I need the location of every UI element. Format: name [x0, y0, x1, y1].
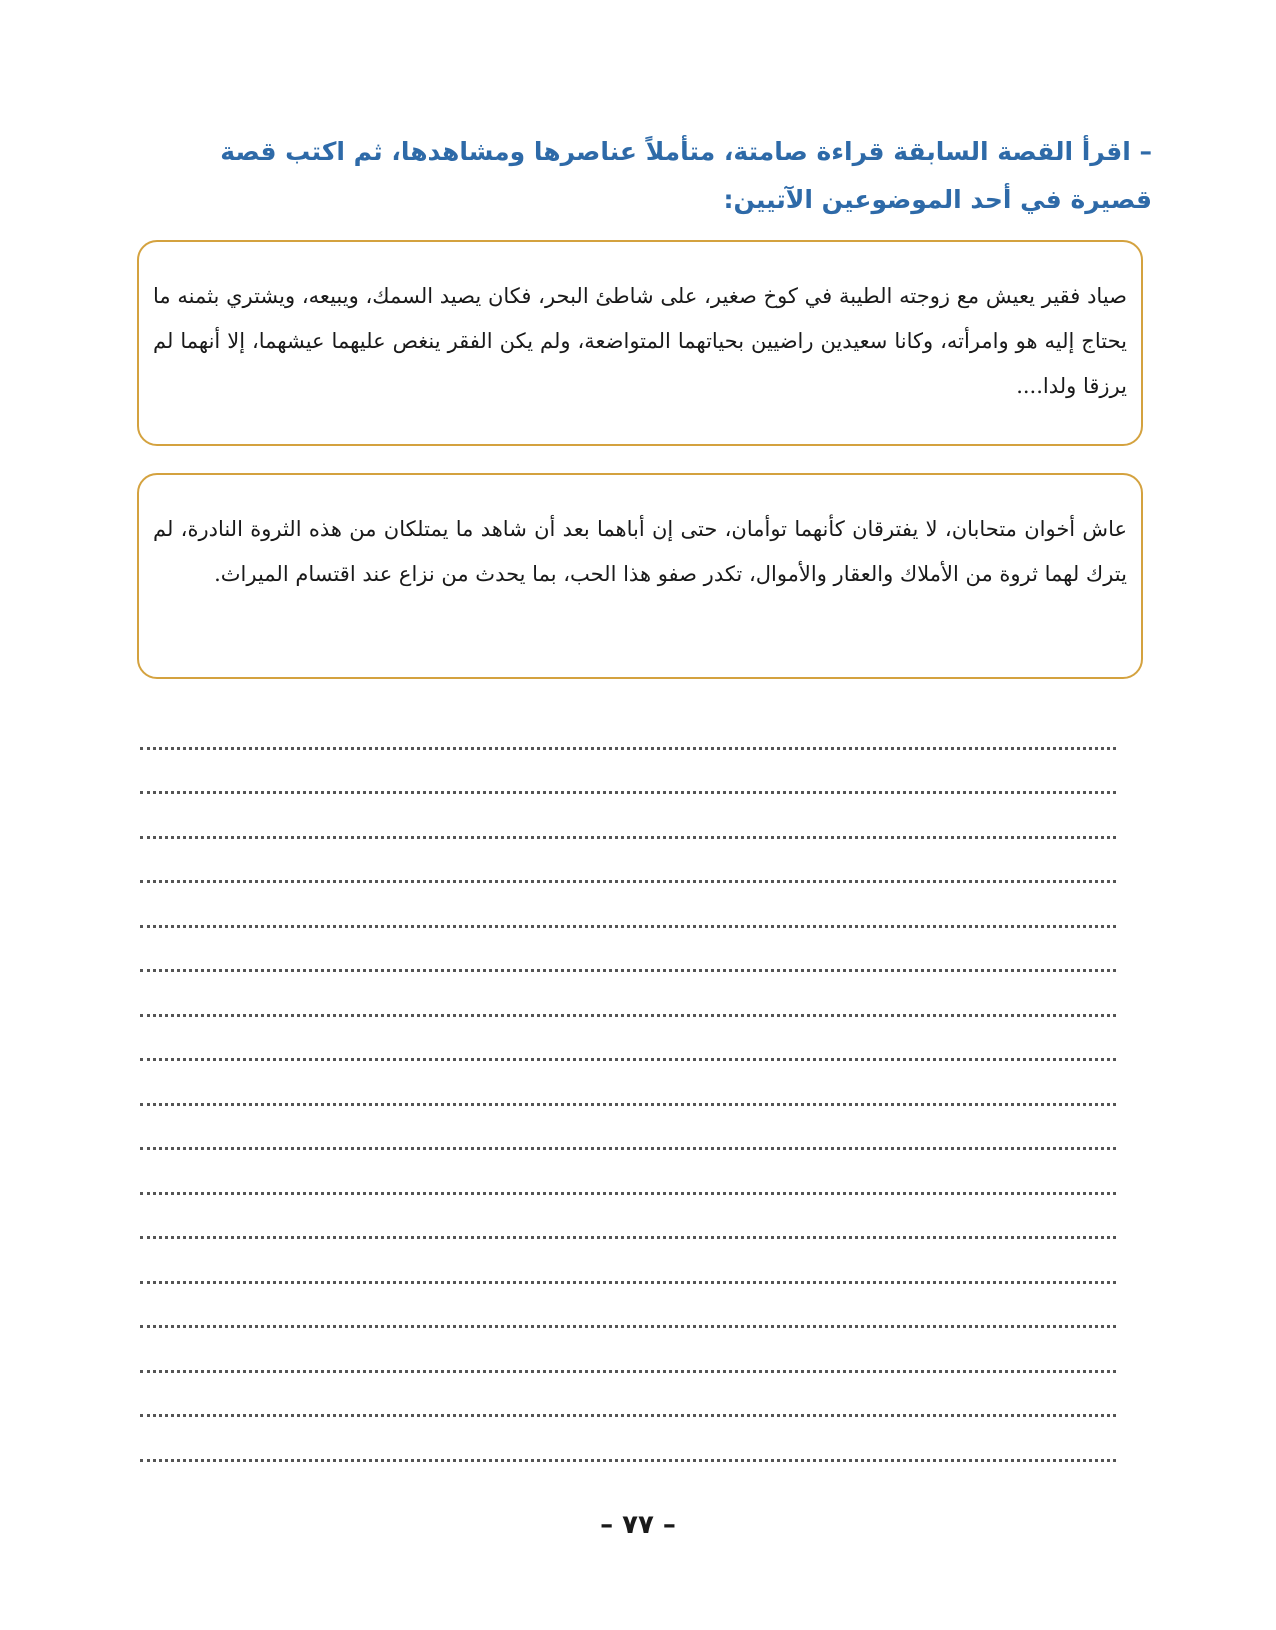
instruction-text: – اقرأ القصة السابقة قراءة صامتة، متأملاً عناصرها ومشاهدها، ثم اكتب قصة قصيرة في أحد الموضوعين الآتيين: — [220, 137, 1152, 214]
page-number: – ٧٧ – — [600, 1510, 676, 1540]
writing-line[interactable] — [140, 883, 1116, 928]
writing-area[interactable] — [140, 705, 1116, 1462]
writing-line[interactable] — [140, 794, 1116, 839]
writing-line[interactable] — [140, 750, 1116, 795]
writing-line[interactable] — [140, 1195, 1116, 1240]
writing-line[interactable] — [140, 972, 1116, 1017]
writing-line[interactable] — [140, 1328, 1116, 1373]
writing-line[interactable] — [140, 1106, 1116, 1151]
writing-line[interactable] — [140, 1061, 1116, 1106]
writing-line[interactable] — [140, 705, 1116, 750]
story-box-1 — [137, 240, 1143, 446]
story-text: صياد فقير يعيش مع زوجته الطيبة في كوخ صغير، على شاطئ البحر، فكان يصيد السمك، ويبيعه، ويشتري بثمنه ما يحتاج إليه هو وامرأته، وكانا سعيدين راضيين بحياتهما المتواضعة، ولم يكن الفقر ينغص عليهما عيشهما، إلا أنهما لم يرزقا ولدا.... — [153, 284, 1127, 398]
writing-line[interactable] — [140, 1373, 1116, 1418]
writing-line[interactable] — [140, 1150, 1116, 1195]
story-text: عاش أخوان متحابان، لا يفترقان كأنهما توأمان، حتى إن أباهما بعد أن شاهد ما يمتلكان من هذه الثروة النادرة، لم يترك لهما ثروة من الأملاك والعقار والأموال، تكدر صفو هذا الحب، بما يحدث من نزاع عند اقتسام الميراث. — [153, 517, 1128, 586]
writing-line[interactable] — [140, 1239, 1116, 1284]
writing-line[interactable] — [140, 1284, 1116, 1329]
writing-line[interactable] — [140, 839, 1116, 884]
story-box-2 — [137, 473, 1143, 679]
writing-line[interactable] — [140, 928, 1116, 973]
writing-line[interactable] — [140, 1017, 1116, 1062]
writing-line[interactable] — [140, 1417, 1116, 1462]
